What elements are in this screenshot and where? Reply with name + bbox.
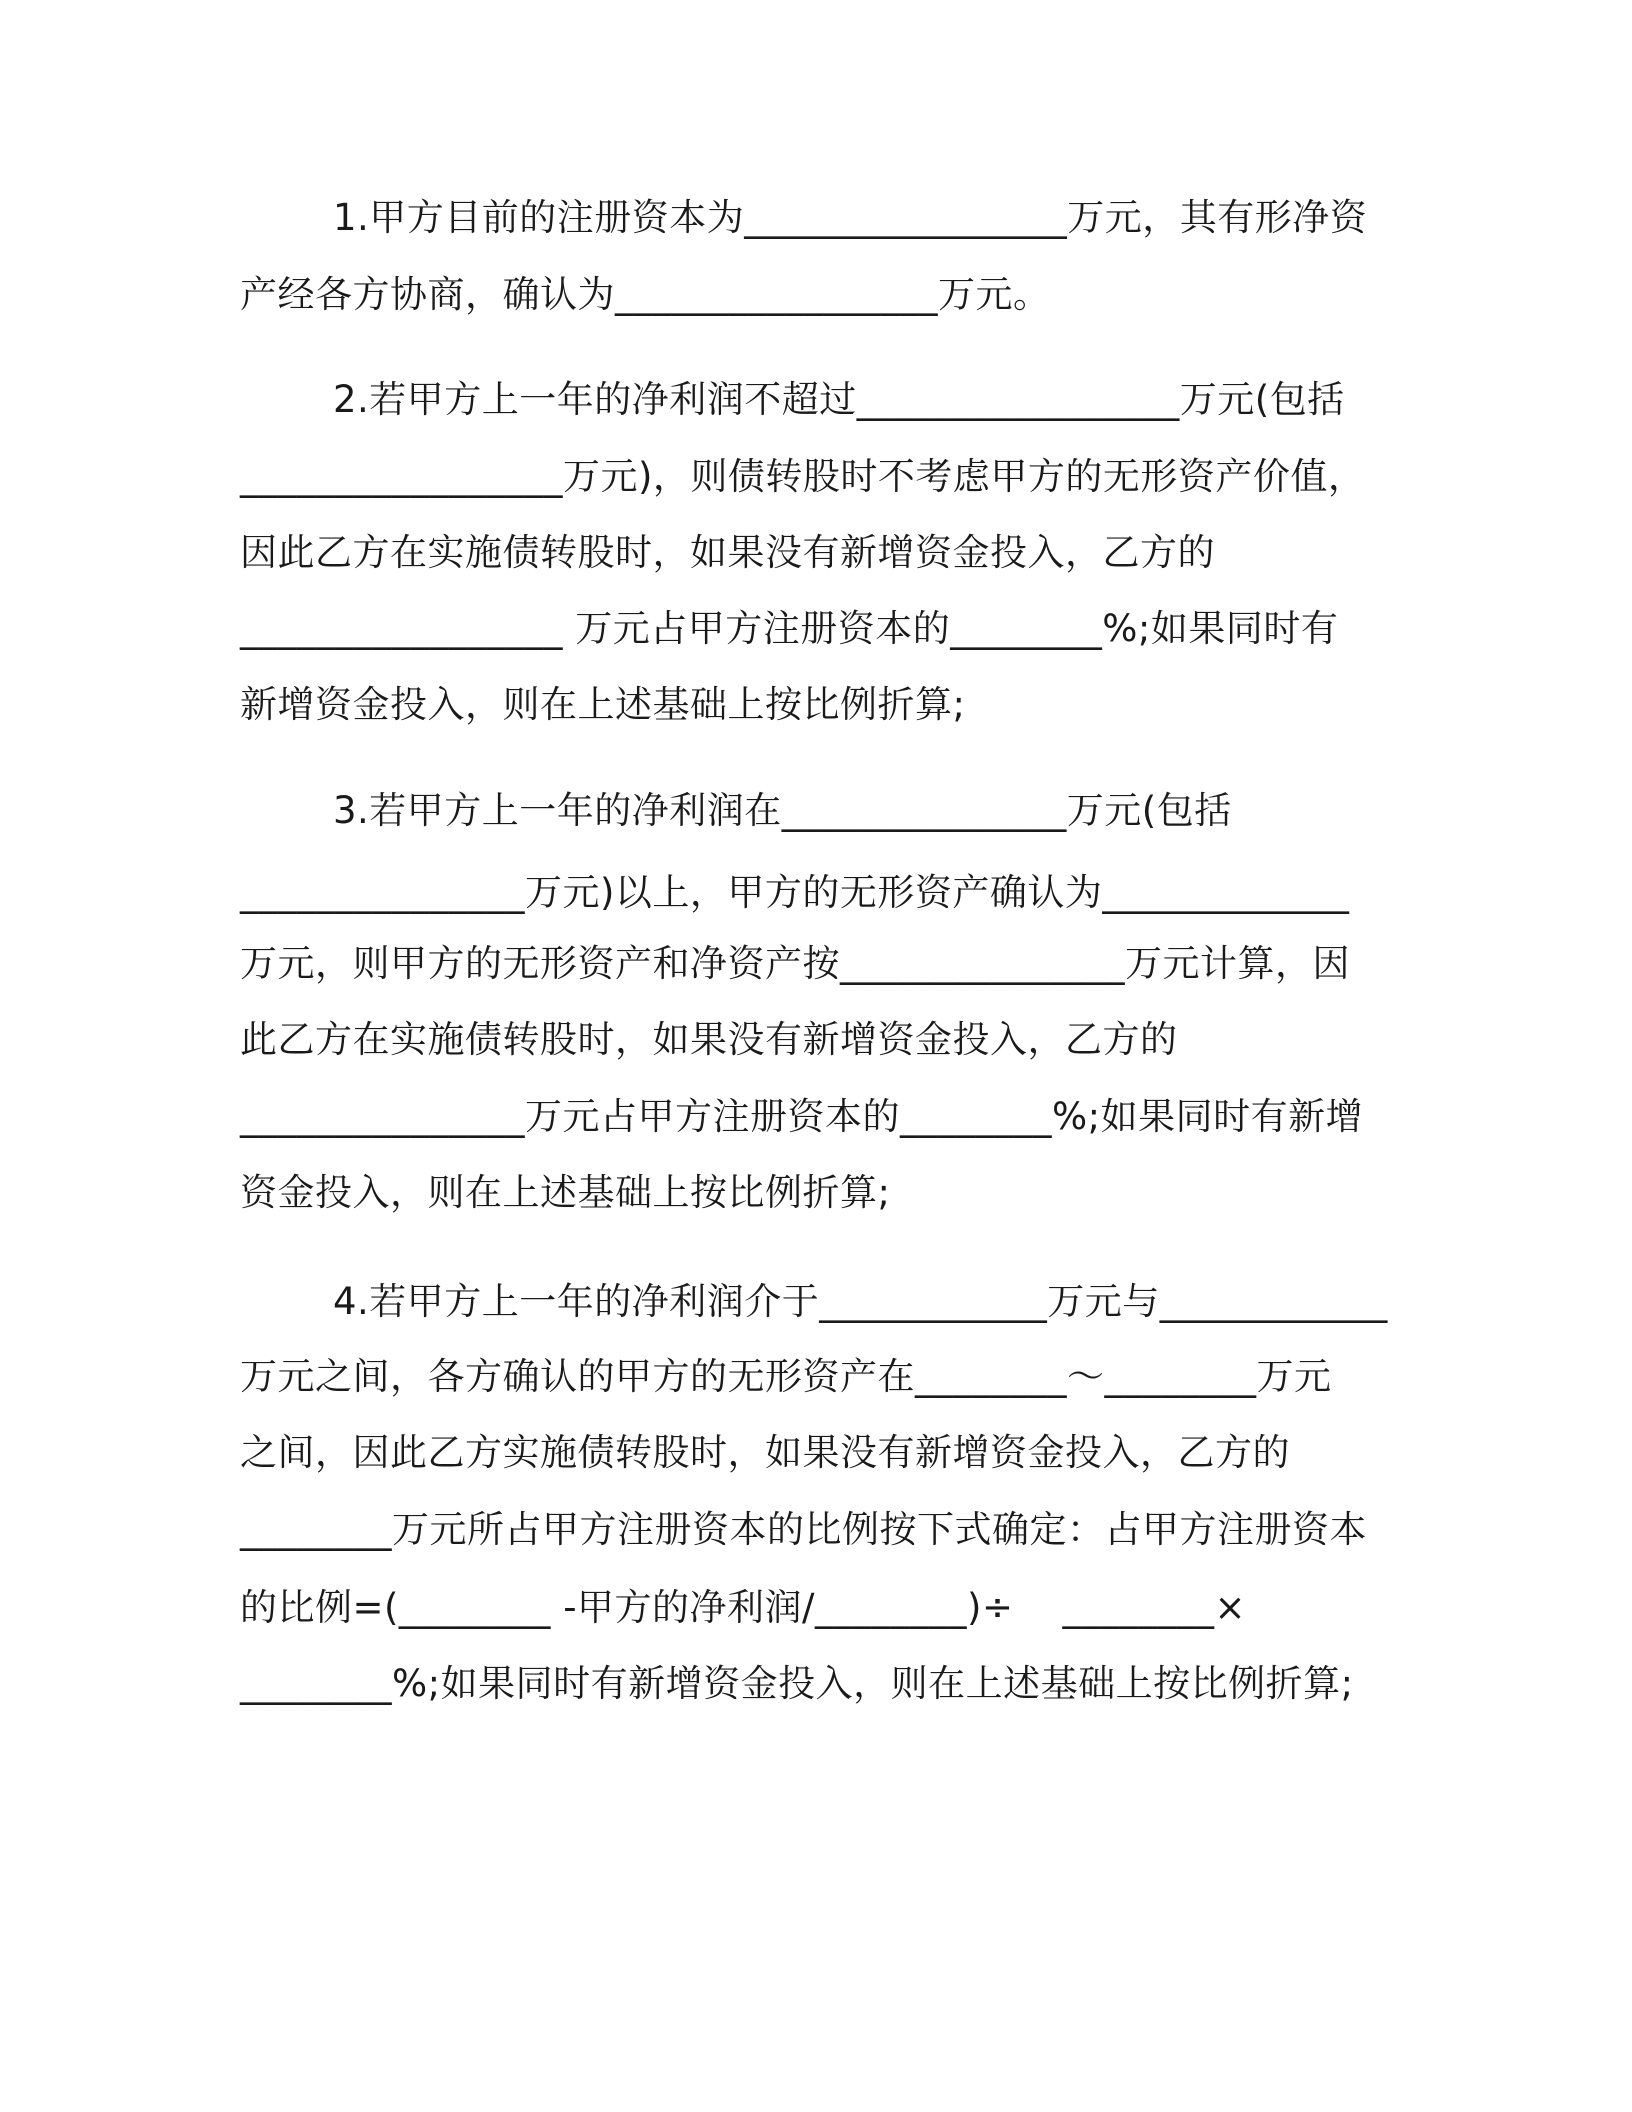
paragraph-4-line-4: ________万元所占甲方注册资本的比例按下式确定：占甲方注册资本: [240, 1508, 1367, 1551]
paragraph-1-line-1: 1.甲方目前的注册资本为_________________万元，其有形净资: [333, 196, 1368, 239]
paragraph-2-line-2: _________________万元)，则债转股时不考虑甲方的无形资产价值，: [240, 455, 1366, 498]
paragraph-2-line-4: _________________ 万元占甲方注册资本的________%;如果同时有: [240, 607, 1339, 650]
paragraph-4-line-6: ________%;如果同时有新增资金投入，则在上述基础上按比例折算;: [240, 1662, 1354, 1705]
paragraph-3-line-2: _______________万元)以上，甲方的无形资产确认为_____________: [240, 871, 1350, 914]
paragraph-4-line-2: 万元之间，各方确认的甲方的无形资产在________～________万元: [240, 1355, 1332, 1398]
paragraph-4-line-3: 之间，因此乙方实施债转股时，如果没有新增资金投入，乙方的: [240, 1431, 1290, 1474]
paragraph-3-line-3: 万元，则甲方的无形资产和净资产按_______________万元计算，因: [240, 942, 1350, 985]
paragraph-3-line-1: 3.若甲方上一年的净利润在_______________万元(包括: [333, 789, 1232, 832]
paragraph-4-line-1: 4.若甲方上一年的净利润介于____________万元与____________: [333, 1280, 1388, 1323]
paragraph-4-line-5: 的比例=(________ -甲方的净利润/________)÷ ________×: [240, 1586, 1246, 1629]
paragraph-2-line-1: 2.若甲方上一年的净利润不超过_________________万元(包括: [333, 378, 1345, 421]
paragraph-3-line-5: _______________万元占甲方注册资本的________%;如果同时有新增: [240, 1095, 1364, 1138]
paragraph-2-line-3: 因此乙方在实施债转股时，如果没有新增资金投入，乙方的: [240, 531, 1215, 574]
paragraph-1-line-2: 产经各方协商，确认为_________________万元。: [240, 273, 1051, 316]
paragraph-3-line-6: 资金投入，则在上述基础上按比例折算;: [240, 1171, 891, 1214]
paragraph-2-line-5: 新增资金投入，则在上述基础上按比例折算;: [240, 683, 966, 726]
paragraph-3-line-4: 此乙方在实施债转股时，如果没有新增资金投入，乙方的: [240, 1018, 1178, 1061]
